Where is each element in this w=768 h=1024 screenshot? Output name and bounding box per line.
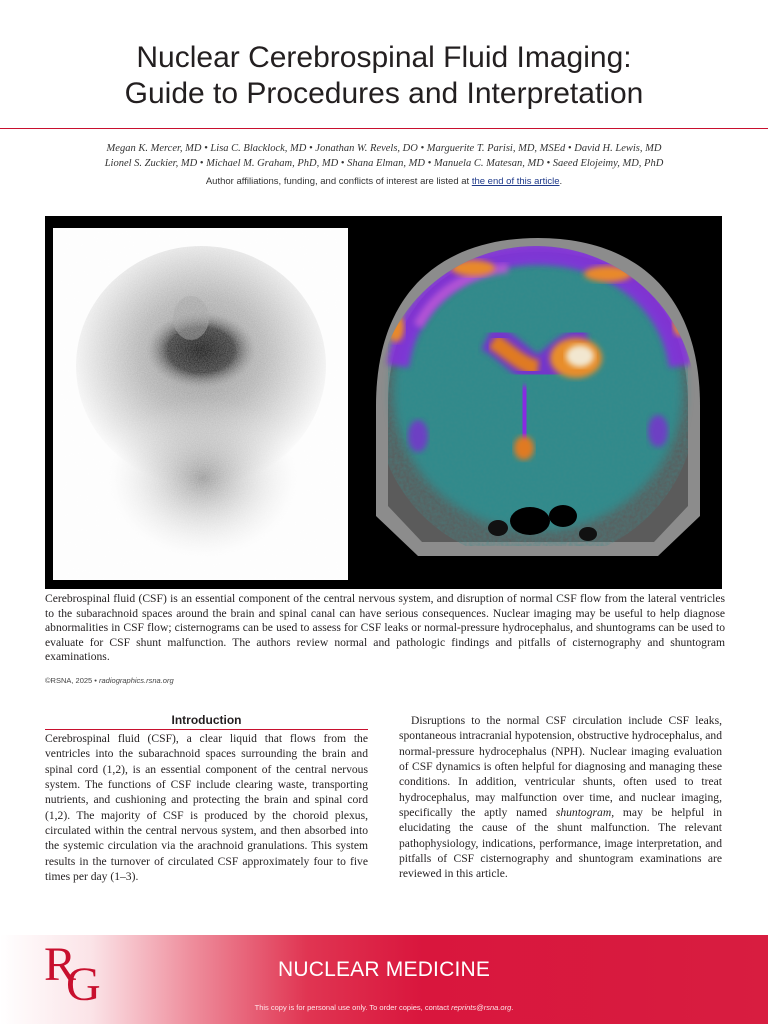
lead-figure [45,216,722,589]
title-divider [0,128,768,129]
affiliations-note [0,176,768,187]
affiliations-suffix: . [559,176,563,187]
abstract [45,592,725,665]
title-line-2: Guide to Procedures and Interpretation [124,77,644,110]
intro-paragraph-2-part-a: Disruptions to the normal CSF circulation include CSF leaks, spontaneous intracranial hypotension, obstructive hydrocephalus, and normal-pressure hydrocephalus (NPH). Nuclear imaging evaluation of CSF dynamics is often helpful for diagnosing and managing these conditions. In addition, ventricular shunts, often used to treat hydrocephalus, may malfunction over time, and nuclear imaging, specifically the aptly named [399,714,722,820]
shuntogram-term: shuntogram, [555,806,615,820]
reprint-note [0,1003,768,1012]
abstract-text: Cerebrospinal fluid (CSF) is an essential component of the central nervous system, and disruption of normal CSF flow from the lateral ventricles to the subarachnoid spaces around the brain and spinal canal can have serious consequences. Nuclear imaging may be useful to help diagnose abnormalities in CSF flow; cisternograms can be used to assess for CSF leaks or normal-pressure hydrocephalus, and shuntograms can be used to evaluate for CSF shunt malfunction. The authors review normal and pathologic findings and pitfalls of cisternography and shuntogram examinations. [45,592,725,664]
body-column-left [45,712,368,884]
reprint-note-suffix: . [511,1003,514,1012]
journal-website: radiographics.rsna.org [99,676,174,685]
intro-paragraph-2 [399,713,722,882]
section-heading-introduction: Introduction [45,712,368,730]
logo-letter-r: R [44,938,77,991]
author-list [40,141,728,171]
copyright-line [45,676,174,685]
planar-cisternogram-image [53,228,348,580]
title-line-1: Nuclear Cerebrospinal Fluid Imaging: [136,41,632,74]
copyright-text: ©RSNA, 2025 • [45,676,100,685]
spect-ct-fused-image [358,216,722,589]
affiliations-link[interactable]: the end of this article [471,176,560,187]
article-title [0,40,768,112]
radiographics-logo [44,935,114,1011]
logo-letter-g: G [66,958,101,1011]
section-category-label: NUCLEAR MEDICINE [278,958,491,981]
affiliations-text: Author affiliations, funding, and conflicts of interest are listed at [205,176,472,187]
authors-line-1: Megan K. Mercer, MD • Lisa C. Blacklock, MD • Jonathan W. Revels, DO • Marguerite T. Parisi, MD, MSEd • David H. Lewis, MD [106,143,662,154]
reprint-email[interactable]: reprints@rsna.org [451,1003,512,1012]
body-column-right [399,713,722,882]
reprint-note-text: This copy is for personal use only. To order copies, contact [254,1003,452,1012]
intro-paragraph-2-part-b: may be helpful in elucidating the cause of the shunt malfunction. The relevant pathophysiology, indications, performance, image interpretation, and pitfalls of CSF cisternography and shuntogram examinations are reviewed in this article. [399,806,723,881]
intro-paragraph-1: Cerebrospinal fluid (CSF), a clear liquid that flows from the ventricles into the subarachnoid spaces surrounding the brain and spinal cord (1,2), is an essential component of the central nervous system. The functions of CSF include clearing waste, transporting nutrients, and cushioning and protecting the brain and spinal cord (1,2). The majority of CSF is produced by the choroid plexus, circulated within the central nervous system, and then absorbed into the systemic circulation via the arachnoid granulations. This system results in the turnover of circulated CSF approximately four to five times per day (1–3). [45,732,368,884]
authors-line-2: Lionel S. Zuckier, MD • Michael M. Graham, PhD, MD • Shana Elman, MD • Manuela C. Matesan, MD • Saeed Elojeimy, MD, PhD [104,158,664,169]
